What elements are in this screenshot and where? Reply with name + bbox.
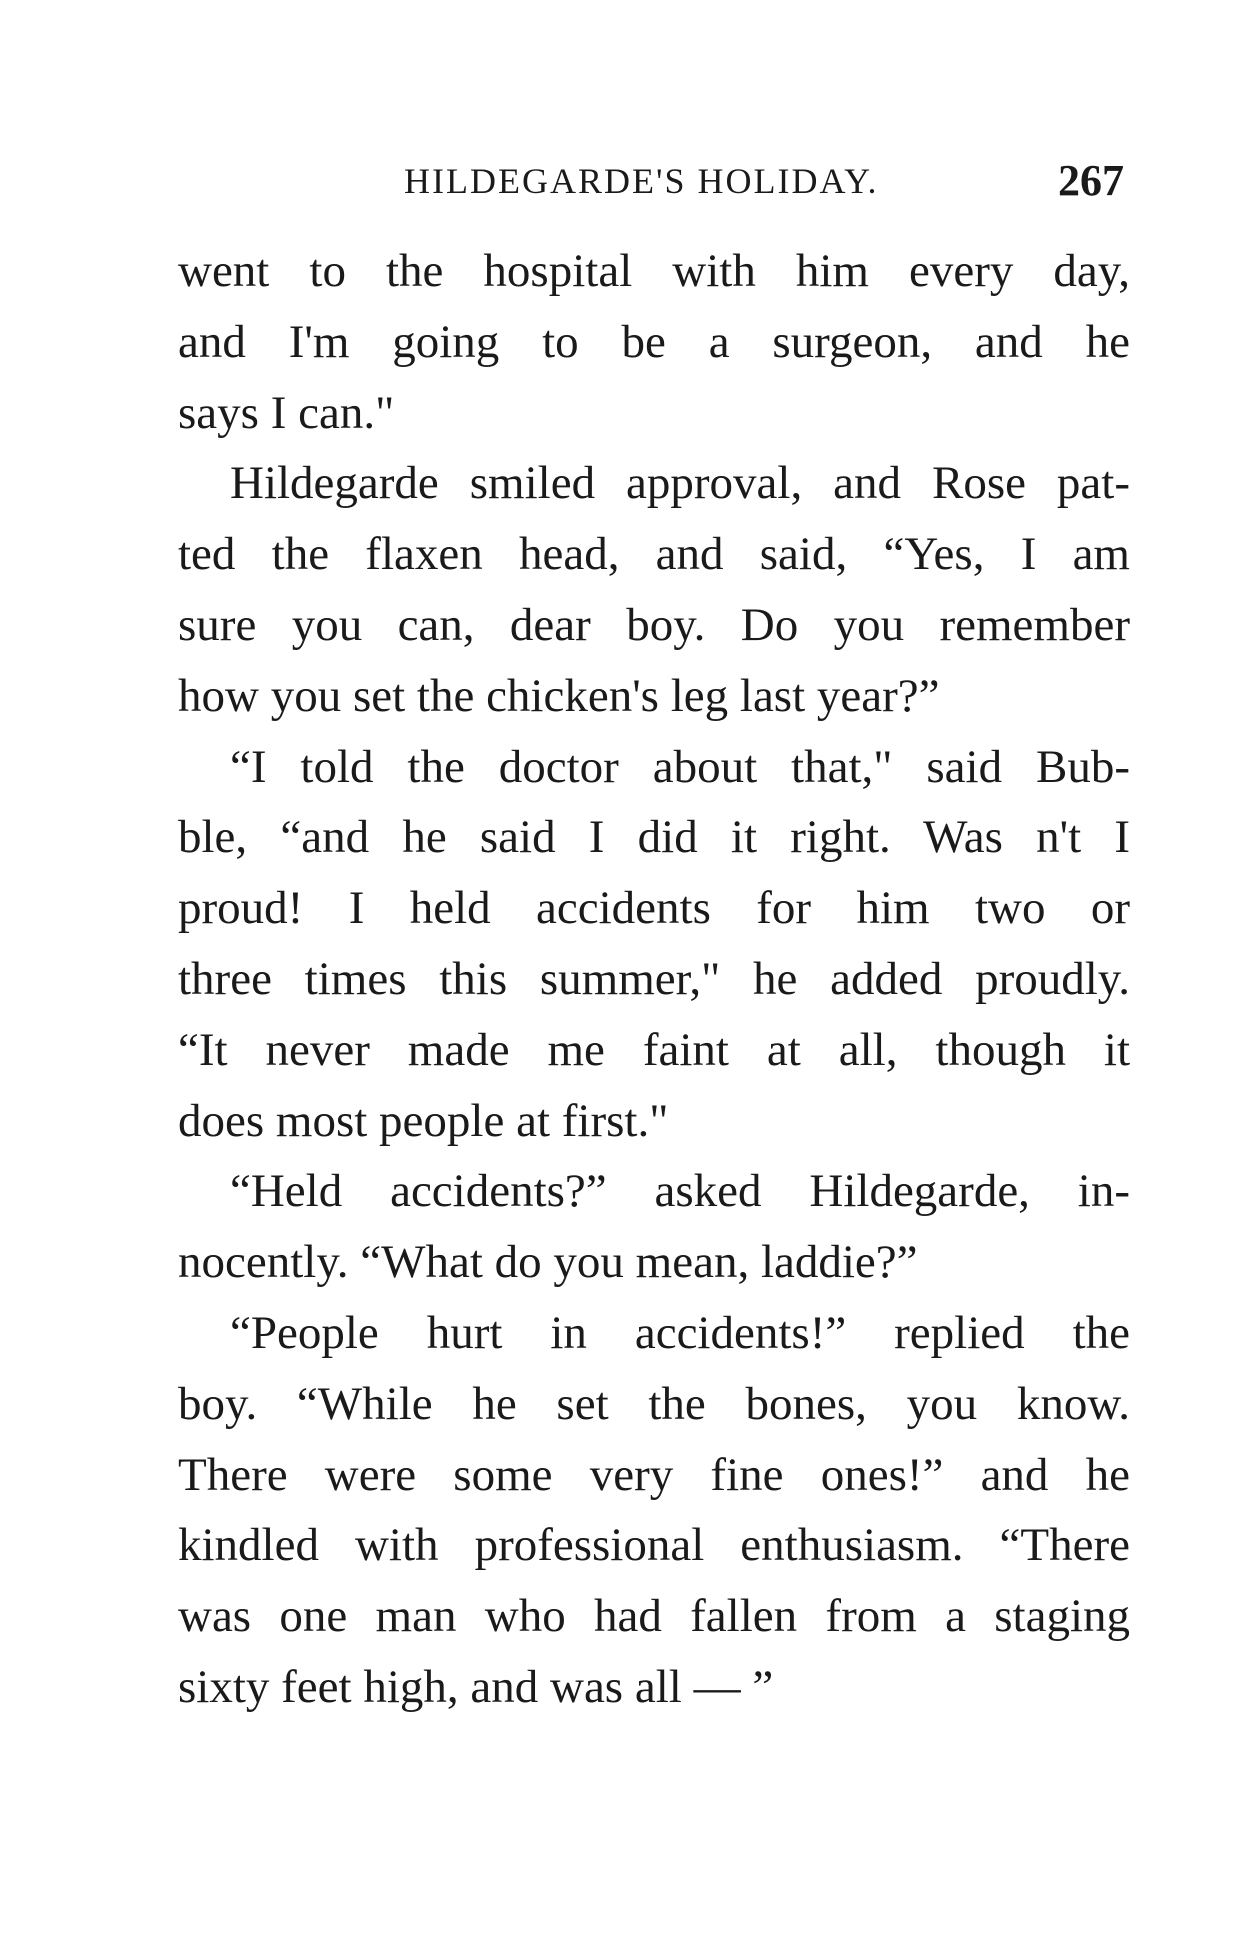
text-line: “People hurt in accidents!” replied the — [230, 1306, 1130, 1359]
text-line: says I can." — [178, 386, 395, 439]
running-title: HILDEGARDE'S HOLIDAY. — [404, 161, 879, 201]
text-line: three times this summer," he added proudly. — [178, 952, 1130, 1005]
text-line: went to the hospital with him every day, — [178, 245, 1130, 297]
text-line: nocently. “What do you mean, laddie?” — [178, 1236, 918, 1289]
text-line: does most people at first." — [178, 1094, 669, 1147]
text-line: how you set the chicken's leg last year?” — [178, 669, 940, 722]
text-line: “Held accidents?” asked Hildegarde, in- — [230, 1165, 1130, 1218]
page-number: 267 — [1058, 156, 1124, 205]
running-header — [178, 156, 1130, 206]
text-line: and I'm going to be a surgeon, and he — [178, 315, 1130, 368]
text-line: kindled with professional enthusiasm. “There — [178, 1519, 1130, 1572]
text-line: Hildegarde smiled approval, and Rose pat- — [230, 457, 1130, 510]
text-line: ble, “and he said I did it right. Was n't I — [178, 811, 1130, 864]
text-line: There were some very fine ones!” and he — [178, 1448, 1130, 1501]
text-line: sixty feet high, and was all — ” — [178, 1660, 774, 1713]
text-line: “It never made me faint at all, though it — [178, 1023, 1130, 1076]
text-line: sure you can, dear boy. Do you remember — [178, 598, 1130, 651]
body-text — [178, 236, 1130, 1723]
text-line: was one man who had fallen from a staging — [178, 1590, 1130, 1643]
text-line: ted the flaxen head, and said, “Yes, I am — [178, 528, 1130, 581]
text-line: “I told the doctor about that," said Bub- — [230, 740, 1130, 793]
text-line: boy. “While he set the bones, you know. — [178, 1377, 1130, 1430]
text-line: proud! I held accidents for him two or — [178, 882, 1130, 935]
